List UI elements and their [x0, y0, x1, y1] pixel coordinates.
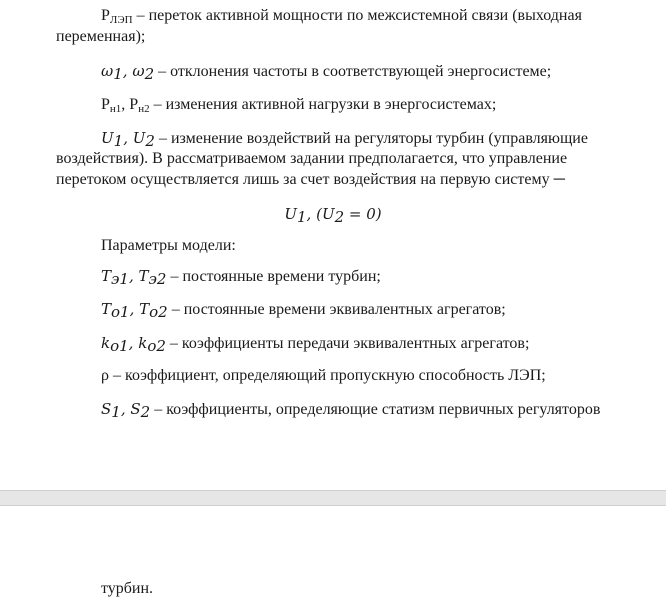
paragraph-text: – коэффициенты передачи эквивалентных агрегатов;: [165, 335, 530, 352]
math-symbol: U: [284, 205, 297, 223]
paragraph-text: – отклонения частоты в соответствующей энергосистеме;: [154, 63, 552, 80]
paragraph-to: [101, 299, 506, 320]
math-symbol: k: [101, 334, 111, 352]
math-symbol: ω: [132, 62, 145, 80]
subscript: 2: [140, 403, 151, 421]
subscript: э1: [111, 270, 129, 288]
math-symbol: ω: [101, 62, 114, 80]
paragraph-pn: [101, 95, 496, 115]
separator: , (: [306, 205, 322, 223]
page-break-gap: [0, 490, 666, 506]
subscript: o1: [111, 303, 130, 321]
separator: ,: [129, 300, 140, 318]
math-symbol: Р: [101, 96, 110, 113]
paragraph-text-continuation: переменная);: [56, 28, 146, 45]
math-symbol: T: [101, 267, 112, 285]
subscript: э2: [148, 270, 167, 288]
math-symbol: S: [101, 400, 112, 418]
paragraph-text: – переток активной мощности по межсистемной связи (выходная: [132, 7, 582, 24]
paragraph-ko: [101, 333, 529, 354]
paragraph-omega: [101, 61, 551, 82]
symbol-p: Р: [101, 7, 110, 24]
math-symbol: U: [101, 129, 114, 147]
separator: ,: [123, 129, 133, 147]
paragraph-text: – изменение воздействий на регуляторы турбин (управляющие: [154, 130, 588, 147]
subscript: ЛЭП: [109, 14, 133, 26]
math-symbol: T: [101, 300, 112, 318]
math-symbol: U: [132, 129, 146, 147]
paragraph-text-continuation: турбин.: [101, 580, 154, 597]
subscript: н1: [109, 103, 122, 115]
subscript: o2: [149, 303, 168, 321]
subscript: o1: [110, 337, 129, 355]
subscript: 2: [334, 208, 345, 226]
paragraph-text-continuation: воздействия). В рассматриваемом задании предполагается, что управление: [56, 150, 568, 167]
paragraph-text: – коэффициенты, определяющие статизм первичных регуляторов: [150, 401, 601, 418]
paragraph-rho: ρ – коэффициент, определяющий пропускную способность ЛЭП;: [101, 367, 546, 384]
paragraph-text: – постоянные времени турбин;: [166, 268, 381, 285]
document-page-2: [0, 506, 666, 606]
subscript: o2: [147, 337, 166, 355]
paragraph-text: – изменения активной нагрузки в энергосистемах;: [149, 96, 497, 113]
math-symbol: T: [139, 300, 150, 318]
paragraph-te: [101, 266, 381, 287]
equation: [0, 204, 666, 225]
separator: ,: [122, 62, 133, 80]
paragraph-u: [101, 128, 588, 149]
subscript: 1: [113, 132, 124, 150]
section-heading: Параметры модели:: [101, 237, 236, 254]
separator: ,: [120, 400, 131, 418]
subscript: 2: [144, 65, 155, 83]
subscript: 1: [111, 403, 121, 421]
math-symbol: S: [130, 400, 141, 418]
separator: ,: [128, 267, 139, 285]
math-symbol: U: [321, 205, 335, 223]
subscript: 2: [145, 132, 155, 150]
subscript: н2: [138, 103, 150, 115]
equation-tail: = 0): [344, 205, 382, 223]
paragraph-text: – постоянные времени эквивалентных агрегатов;: [167, 301, 506, 318]
separator: , Р: [121, 96, 139, 113]
math-symbol: T: [138, 267, 149, 285]
paragraph-s: [101, 399, 600, 420]
subscript: 1: [113, 65, 123, 83]
subscript: 1: [297, 208, 307, 226]
paragraph-text-continuation: перетоком осуществляется лишь за счет воздействия на первую систему ─: [56, 171, 565, 188]
paragraph-p-lep: [101, 6, 582, 26]
math-symbol: k: [138, 334, 148, 352]
separator: ,: [128, 334, 139, 352]
